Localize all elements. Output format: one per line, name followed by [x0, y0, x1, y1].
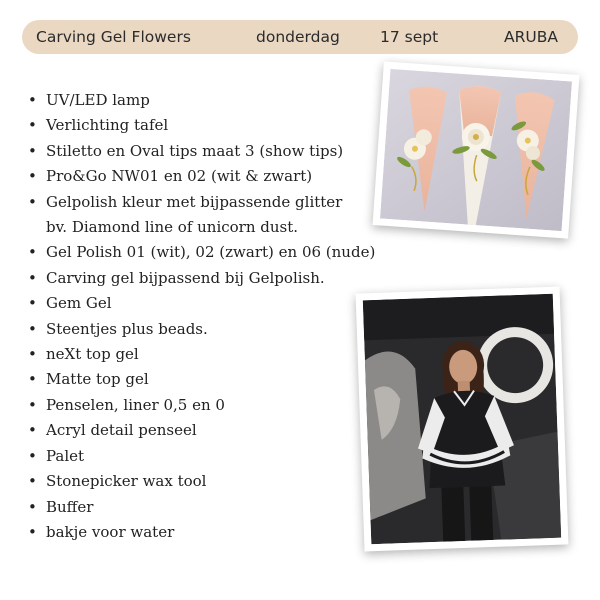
bullet: • [28, 319, 37, 338]
list-item: • Buffer [28, 495, 375, 520]
materials-list [28, 88, 375, 545]
list-item: • Steentjes plus beads. [28, 317, 375, 342]
list-item: • Gel Polish 01 (wit), 02 (zwart) en 06 (nude) [28, 240, 375, 265]
list-item: • Carving gel bijpassend bij Gelpolish. [28, 266, 375, 291]
bullet: • [28, 243, 37, 262]
nail-art-photo [373, 61, 580, 238]
bullet: • [28, 294, 37, 313]
list-item: • Matte top gel [28, 367, 375, 392]
bullet: • [28, 472, 37, 491]
nail-art-image [380, 69, 572, 231]
list-item: • neXt top gel [28, 342, 375, 367]
course-date: 17 sept [380, 28, 439, 46]
instructor-photo [356, 287, 569, 552]
instructor-image [363, 294, 561, 544]
list-item: • Palet [28, 444, 375, 469]
bullet: • [28, 116, 37, 135]
course-title: Carving Gel Flowers [36, 28, 191, 46]
bullet: • [28, 268, 37, 287]
bullet: • [28, 345, 37, 364]
list-item: • Verlichting tafel [28, 113, 375, 138]
header-bar [22, 20, 578, 54]
list-item: • Gelpolish kleur met bijpassende glitter [28, 190, 375, 215]
list-item: • Stiletto en Oval tips maat 3 (show tips) [28, 139, 375, 164]
course-location: ARUBA [504, 28, 558, 46]
bullet: • [28, 192, 37, 211]
bullet: • [28, 522, 37, 541]
list-item: • Penselen, liner 0,5 en 0 [28, 393, 375, 418]
list-item-note: bv. Diamond line of unicorn dust. [46, 218, 299, 237]
list-item: • Gem Gel [28, 291, 375, 316]
list-item: • UV/LED lamp [28, 88, 375, 113]
bullet: • [28, 497, 37, 516]
bullet: • [28, 91, 37, 109]
list-item: • Pro&Go NW01 en 02 (wit & zwart) [28, 164, 375, 189]
list-item: • Acryl detail penseel [28, 418, 375, 443]
list-item: • bakje voor water [28, 520, 375, 545]
bullet: • [28, 446, 37, 465]
bullet: • [28, 167, 37, 186]
course-day: donderdag [256, 28, 340, 46]
bullet: • [28, 370, 37, 389]
bullet: • [28, 421, 37, 440]
list-item: • Stonepicker wax tool [28, 469, 375, 494]
bullet: • [28, 395, 37, 414]
bullet: • [28, 141, 37, 160]
